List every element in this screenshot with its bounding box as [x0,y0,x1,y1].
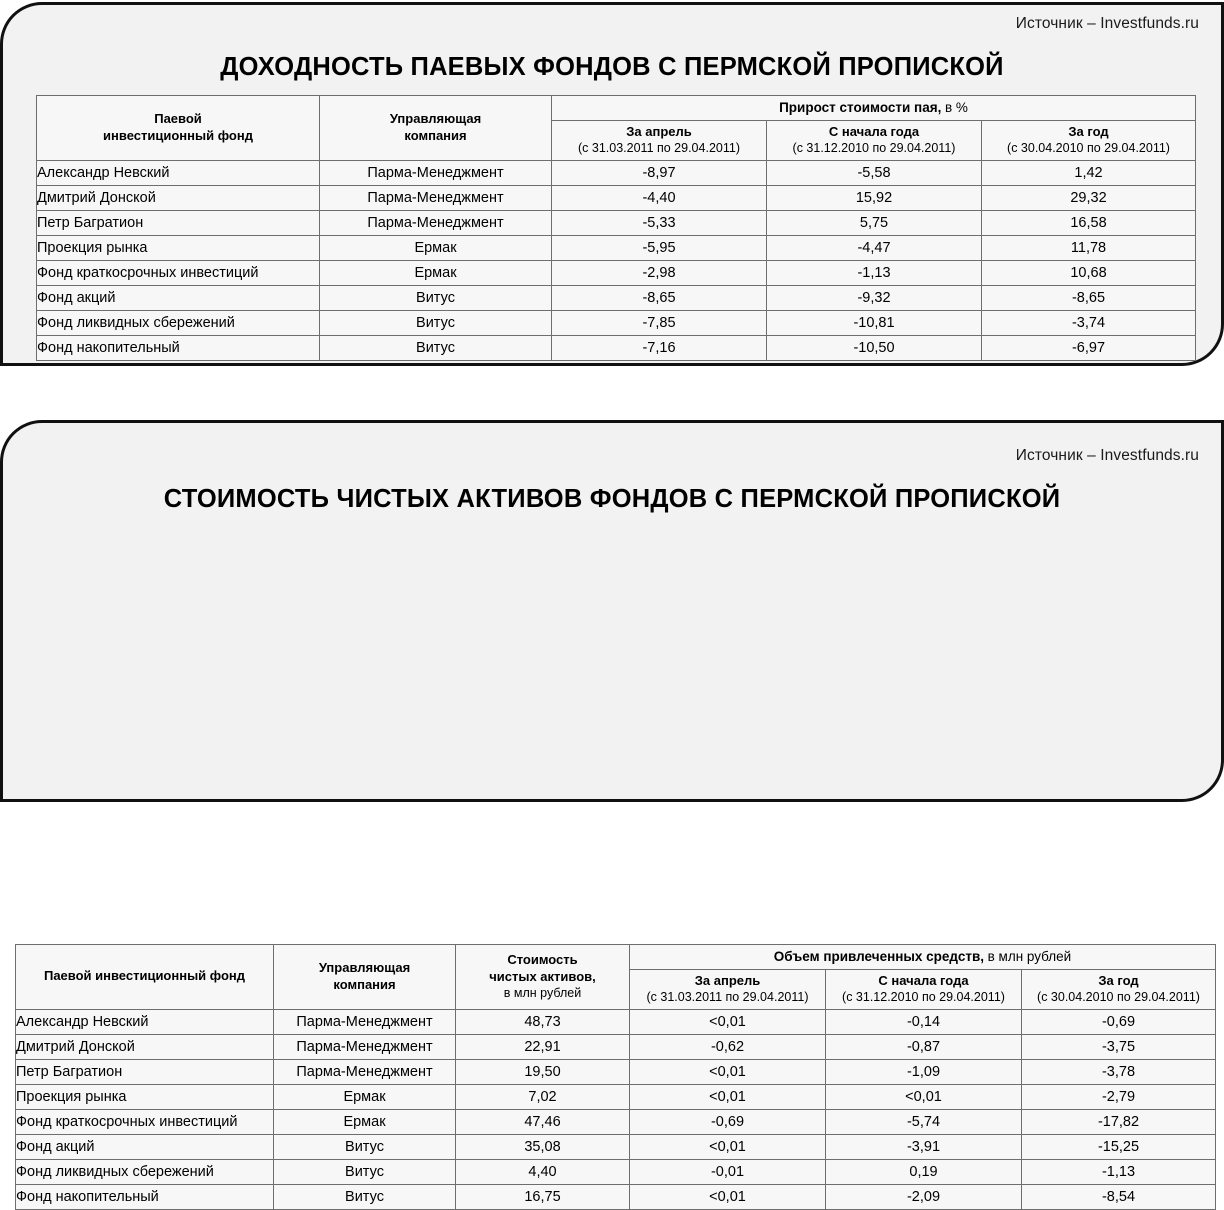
col-header-year-label: За год [1068,123,1109,139]
cell-ytd: <0,01 [826,1084,1022,1109]
col-header-ytd-label: С начала года [878,972,969,988]
cell-company: Парма-Менеджмент [274,1059,456,1084]
cell-company: Ермак [274,1109,456,1134]
col-group-header-growth [552,96,1196,121]
cell-fund: Александр Невский [16,1009,274,1034]
cell-ytd: -1,13 [767,260,982,285]
table-row [37,260,1196,285]
cell-fund: Петр Багратион [37,210,320,235]
cell-fund: Проекция рынка [37,235,320,260]
col-header-company [320,96,552,161]
cell-year: 1,42 [982,160,1196,185]
table-row [37,285,1196,310]
cell-ytd: -5,58 [767,160,982,185]
cell-april: <0,01 [630,1059,826,1084]
cell-fund: Александр Невский [37,160,320,185]
cell-april: -7,16 [552,335,767,360]
cell-april: <0,01 [630,1009,826,1034]
cell-year: -15,25 [1022,1134,1216,1159]
cell-fund: Фонд акций [37,285,320,310]
col-group-header-inflow-unit: в млн рублей [987,949,1072,964]
cell-april: -0,01 [630,1159,826,1184]
cell-fund: Дмитрий Донской [37,185,320,210]
cell-fund: Фонд ликвидных сбережений [37,310,320,335]
cell-nav: 47,46 [456,1109,630,1134]
cell-april: -4,40 [552,185,767,210]
col-header-company-line1: Управляющая [318,960,411,976]
cell-nav: 7,02 [456,1084,630,1109]
table-row [16,1034,1216,1059]
cell-nav: 16,75 [456,1184,630,1209]
table-header-row-top [37,96,1196,121]
source-attribution-nav: Источник – Investfunds.ru [1015,447,1199,464]
cell-company: Ермак [320,260,552,285]
col-header-nav-line3: в млн рублей [503,986,582,1001]
nav-table [15,944,1216,1210]
col-header-april-note: (с 31.03.2011 по 29.04.2011) [646,990,809,1005]
cell-year: -3,75 [1022,1034,1216,1059]
cell-company: Парма-Менеджмент [320,160,552,185]
cell-ytd: -5,74 [826,1109,1022,1134]
col-header-april-label: За апрель [694,972,761,988]
cell-year: -2,79 [1022,1084,1216,1109]
col-group-header-growth-unit: в % [944,100,968,115]
col-header-ytd [826,969,1022,1009]
col-group-header-growth-title: Прирост стоимости пая, [779,100,942,115]
cell-nav: 35,08 [456,1134,630,1159]
cell-company: Ермак [320,235,552,260]
table-row [37,335,1196,360]
col-header-april [630,969,826,1009]
col-header-ytd [767,120,982,160]
col-header-april [552,120,767,160]
cell-ytd: 0,19 [826,1159,1022,1184]
table-row [37,210,1196,235]
col-header-company-line2: компания [333,976,396,992]
cell-company: Парма-Менеджмент [274,1034,456,1059]
table-row [16,1159,1216,1184]
cell-company: Парма-Менеджмент [320,210,552,235]
col-group-header-inflow-title: Объем привлеченных средств, [773,949,984,964]
cell-year: 29,32 [982,185,1196,210]
cell-april: -8,65 [552,285,767,310]
cell-company: Витус [320,285,552,310]
table-row [37,185,1196,210]
col-header-year-note: (с 30.04.2010 по 29.04.2011) [1037,990,1200,1005]
cell-company: Ермак [274,1084,456,1109]
cell-year: -8,54 [1022,1184,1216,1209]
cell-ytd: -3,91 [826,1134,1022,1159]
cell-ytd: -10,81 [767,310,982,335]
col-header-company-line2: компания [404,127,467,143]
table-row [16,1084,1216,1109]
returns-panel-title: ДОХОДНОСТЬ ПАЕВЫХ ФОНДОВ С ПЕРМСКОЙ ПРОПИСКОЙ [220,53,1004,81]
col-header-fund-line2: инвестиционный фонд [103,127,253,143]
cell-company: Витус [274,1184,456,1209]
cell-year: 11,78 [982,235,1196,260]
nav-panel [0,420,1224,1205]
cell-ytd: 5,75 [767,210,982,235]
cell-ytd: -10,50 [767,335,982,360]
cell-nav: 22,91 [456,1034,630,1059]
col-header-fund: Паевой инвестиционный фонд [16,945,274,1010]
cell-ytd: 15,92 [767,185,982,210]
cell-fund: Фонд акций [16,1134,274,1159]
col-header-year-note: (с 30.04.2010 по 29.04.2011) [1007,141,1170,156]
cell-year: -1,13 [1022,1159,1216,1184]
table-row [16,1009,1216,1034]
cell-fund: Дмитрий Донской [16,1034,274,1059]
cell-ytd: -4,47 [767,235,982,260]
cell-april: -0,62 [630,1034,826,1059]
cell-fund: Проекция рынка [16,1084,274,1109]
col-header-april-note: (с 31.03.2011 по 29.04.2011) [578,141,740,156]
cell-ytd: -2,09 [826,1184,1022,1209]
col-header-ytd-label: С начала года [828,123,920,139]
cell-year: 10,68 [982,260,1196,285]
col-header-company [274,945,456,1010]
cell-april: -2,98 [552,260,767,285]
col-header-company-line1: Управляющая [389,111,482,127]
cell-nav: 4,40 [456,1159,630,1184]
col-header-year [982,120,1196,160]
col-header-april-label: За апрель [626,123,692,139]
source-attribution-returns: Источник – Investfunds.ru [1015,15,1199,32]
cell-april: -5,33 [552,210,767,235]
cell-ytd: -0,87 [826,1034,1022,1059]
table-row [16,1109,1216,1134]
returns-table [36,95,1196,361]
cell-fund: Фонд накопительный [37,335,320,360]
cell-april: -8,97 [552,160,767,185]
col-header-fund [37,96,320,161]
nav-panel-title: СТОИМОСТЬ ЧИСТЫХ АКТИВОВ ФОНДОВ С ПЕРМСКОЙ ПРОПИСКОЙ [163,485,1061,513]
col-group-header-inflow [630,945,1216,970]
cell-year: -6,97 [982,335,1196,360]
cell-year: -0,69 [1022,1009,1216,1034]
cell-fund: Петр Багратион [16,1059,274,1084]
col-header-nav-line2: чистых активов, [489,968,596,984]
col-header-year [1022,969,1216,1009]
col-header-nav-line1: Стоимость [507,952,578,967]
table-row [37,310,1196,335]
cell-ytd: -9,32 [767,285,982,310]
col-header-year-label: За год [1098,972,1139,988]
cell-year: -17,82 [1022,1109,1216,1134]
cell-ytd: -0,14 [826,1009,1022,1034]
col-header-fund-line1: Паевой [154,111,202,127]
cell-nav: 48,73 [456,1009,630,1034]
table-row [37,160,1196,185]
cell-fund: Фонд краткосрочных инвестиций [16,1109,274,1134]
cell-april: <0,01 [630,1084,826,1109]
returns-panel [0,2,1224,366]
cell-company: Витус [320,310,552,335]
cell-april: -5,95 [552,235,767,260]
col-header-nav [456,945,630,1010]
table-row [16,1134,1216,1159]
cell-fund: Фонд краткосрочных инвестиций [37,260,320,285]
table-header-row-top [16,945,1216,970]
cell-april: -0,69 [630,1109,826,1134]
cell-company: Витус [274,1134,456,1159]
cell-april: <0,01 [630,1134,826,1159]
cell-april: -7,85 [552,310,767,335]
table-row [16,1059,1216,1084]
cell-fund: Фонд ликвидных сбережений [16,1159,274,1184]
table-row [16,1184,1216,1209]
cell-year: 16,58 [982,210,1196,235]
cell-company: Витус [320,335,552,360]
cell-year: -8,65 [982,285,1196,310]
cell-year: -3,74 [982,310,1196,335]
cell-nav: 19,50 [456,1059,630,1084]
cell-company: Витус [274,1159,456,1184]
cell-fund: Фонд накопительный [16,1184,274,1209]
cell-ytd: -1,09 [826,1059,1022,1084]
cell-year: -3,78 [1022,1059,1216,1084]
cell-company: Парма-Менеджмент [274,1009,456,1034]
table-row [37,235,1196,260]
cell-company: Парма-Менеджмент [320,185,552,210]
col-header-ytd-note: (с 31.12.2010 по 29.04.2011) [792,141,956,156]
cell-april: <0,01 [630,1184,826,1209]
col-header-ytd-note: (с 31.12.2010 по 29.04.2011) [842,990,1005,1005]
